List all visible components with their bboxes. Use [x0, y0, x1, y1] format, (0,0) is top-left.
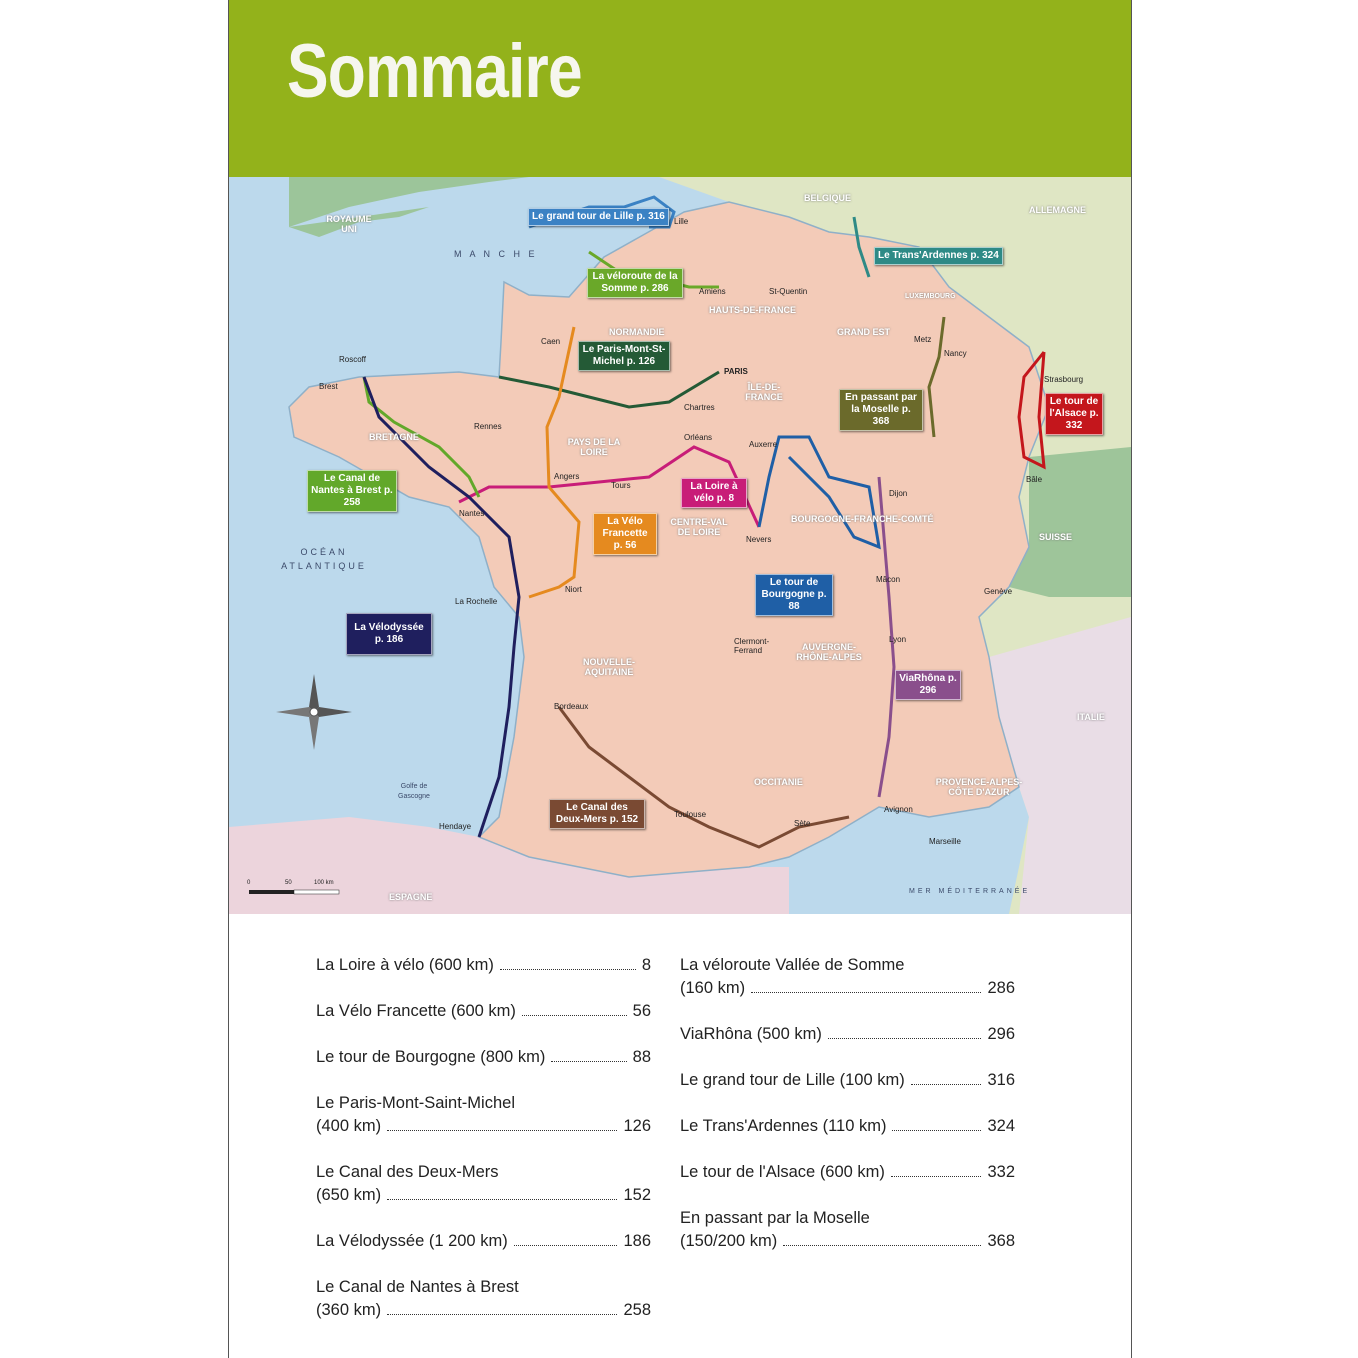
city-nevers: Nevers [746, 535, 772, 544]
city-lyon: Lyon [889, 635, 907, 644]
route-label-loire[interactable]: La Loire à vélo p. 8 [681, 478, 747, 508]
toc-entry-page: 258 [623, 1301, 651, 1319]
route-label-velodyssee[interactable]: La Vélodyssée p. 186 [346, 613, 432, 655]
toc-entry-title-cont: (360 km) [316, 1301, 382, 1319]
city-orleans: Orléans [684, 433, 713, 442]
city-roscoff: Roscoff [339, 355, 366, 364]
toc-entry-page: 8 [641, 956, 651, 974]
city-stquentin: St-Quentin [769, 287, 808, 296]
city-geneve: Genève [984, 587, 1013, 596]
sea-label-med: MER MÉDITERRANÉE [909, 888, 1031, 895]
toc-entry-title-cont: (150/200 km) [680, 1232, 778, 1250]
toc-leader-dots [387, 1184, 617, 1200]
toc-entry-title: Le grand tour de Lille (100 km) [680, 1071, 905, 1089]
toc-leader-dots [500, 954, 636, 970]
region-pdl: PAYS DE LA LOIRE [567, 437, 621, 457]
country-lu: LUXEMBOURG [905, 293, 956, 300]
toc-leader-dots [891, 1161, 982, 1177]
toc-leader-dots [551, 1046, 626, 1062]
region-hdf: HAUTS-DE-FRANCE [709, 305, 796, 315]
city-dijon: Dijon [889, 489, 908, 498]
toc-entry-page: 316 [987, 1071, 1015, 1089]
city-paris: PARIS [724, 367, 748, 376]
toc-entry-title: ViaRhôna (500 km) [680, 1025, 822, 1043]
scale-100: 100 km [314, 880, 334, 886]
toc-entry-page: 152 [623, 1186, 651, 1204]
city-clermont: Clermont-Ferrand [734, 637, 770, 655]
toc-entry-page: 56 [632, 1002, 651, 1020]
toc-entry-title: Le Paris-Mont-Saint-Michel [316, 1094, 515, 1112]
route-label-trans-ardennes[interactable]: Le Trans'Ardennes p. 324 [874, 247, 1003, 265]
route-label-somme[interactable]: La véloroute de la Somme p. 286 [587, 268, 683, 298]
toc-entry-title: Le Canal de Nantes à Brest [316, 1278, 519, 1296]
region-bret: BRETAGNE [369, 432, 419, 442]
region-ge: GRAND EST [837, 327, 891, 337]
city-chartres: Chartres [684, 403, 715, 412]
city-hendaye: Hendaye [439, 822, 472, 831]
country-uk: ROYAUME UNI [326, 214, 372, 234]
toc-entry-page: 296 [987, 1025, 1015, 1043]
scale-bar [249, 890, 339, 894]
city-bordeaux: Bordeaux [554, 702, 589, 711]
france-route-map [229, 177, 1131, 914]
toc-entry-title: En passant par la Moselle [680, 1209, 870, 1227]
toc-entry[interactable] [680, 954, 1015, 1000]
region-norm: NORMANDIE [609, 327, 665, 337]
toc-left-column [316, 954, 651, 1345]
toc-leader-dots [751, 977, 981, 993]
toc-entry[interactable] [316, 954, 651, 977]
toc-entry[interactable] [316, 1276, 651, 1322]
toc-entry-page: 186 [623, 1232, 651, 1250]
toc-entry[interactable] [316, 1046, 651, 1069]
city-tours: Tours [611, 481, 631, 490]
city-nantes: Nantes [459, 509, 485, 518]
city-sete: Sète [794, 819, 811, 828]
route-label-deux-mers[interactable]: Le Canal des Deux-Mers p. 152 [549, 799, 645, 829]
toc-entry-page: 126 [623, 1117, 651, 1135]
toc-entry[interactable] [316, 1161, 651, 1207]
toc-entry[interactable] [316, 1000, 651, 1023]
city-nancy: Nancy [944, 349, 967, 358]
route-label-lille[interactable]: Le grand tour de Lille p. 316 [528, 208, 669, 226]
toc-leader-dots [387, 1299, 617, 1315]
toc-entry[interactable] [680, 1207, 1015, 1253]
city-angers: Angers [554, 472, 580, 481]
route-label-bourgogne[interactable]: Le tour de Bourgogne p. 88 [755, 574, 833, 616]
city-larochelle: La Rochelle [455, 597, 498, 606]
toc-entry-title-cont: (400 km) [316, 1117, 382, 1135]
toc-entry-title-cont: (650 km) [316, 1186, 382, 1204]
region-ara: AUVERGNE-RHÔNE-ALPES [796, 642, 862, 662]
toc-entry-page: 286 [987, 979, 1015, 997]
toc-entry-title: Le tour de Bourgogne (800 km) [316, 1048, 546, 1066]
city-caen: Caen [541, 337, 561, 346]
route-label-viarhona[interactable]: ViaRhôna p. 296 [895, 670, 961, 700]
route-label-nantes-brest[interactable]: Le Canal de Nantes à Brest p. 258 [307, 470, 397, 512]
toc-entry-title: La Loire à vélo (600 km) [316, 956, 494, 974]
country-it: ITALIE [1077, 712, 1105, 722]
toc-entry[interactable] [680, 1069, 1015, 1092]
route-label-alsace[interactable]: Le tour de l'Alsace p. 332 [1045, 393, 1103, 435]
city-brest: Brest [319, 382, 338, 391]
toc-entry-page: 332 [987, 1163, 1015, 1181]
toc-right-column [680, 954, 1015, 1276]
page [228, 0, 1132, 1358]
city-rennes: Rennes [474, 422, 502, 431]
toc-leader-dots [387, 1115, 617, 1131]
toc-entry-title: Le Trans'Ardennes (110 km) [680, 1117, 887, 1135]
city-macon: Mâcon [876, 575, 901, 584]
toc-entry-page: 88 [632, 1048, 651, 1066]
region-cvl: CENTRE-VAL DE LOIRE [670, 517, 728, 537]
toc-entry-title: Le Canal des Deux-Mers [316, 1163, 499, 1181]
scale-0: 0 [247, 880, 251, 886]
city-amiens: Amiens [699, 287, 726, 296]
region-paca: PROVENCE-ALPES-CÔTE D'AZUR [935, 777, 1023, 797]
toc-entry[interactable] [680, 1023, 1015, 1046]
toc-entry-title: La Vélodyssée (1 200 km) [316, 1232, 508, 1250]
toc-leader-dots [514, 1230, 618, 1246]
city-avignon: Avignon [884, 805, 913, 814]
city-marseille: Marseille [929, 837, 962, 846]
route-label-moselle[interactable]: En passant par la Moselle p. 368 [839, 389, 923, 431]
toc-leader-dots [911, 1069, 982, 1085]
city-strasbourg: Strasbourg [1044, 375, 1084, 384]
toc-entry-title: Le tour de l'Alsace (600 km) [680, 1163, 885, 1181]
header-banner [229, 0, 1131, 177]
region-na: NOUVELLE-AQUITAINE [582, 657, 635, 677]
region-idf: ÎLE-DE-FRANCE [745, 382, 783, 402]
route-label-paris-msm[interactable]: Le Paris-Mont-St-Michel p. 126 [578, 341, 670, 371]
country-de: ALLEMAGNE [1029, 205, 1086, 215]
city-auxerre: Auxerre [749, 440, 778, 449]
toc-entry-page: 368 [987, 1232, 1015, 1250]
country-es: ESPAGNE [389, 892, 433, 902]
toc-entry-title: La véloroute Vallée de Somme [680, 956, 905, 974]
toc-entry-title-cont: (160 km) [680, 979, 746, 997]
toc-entry-title: La Vélo Francette (600 km) [316, 1002, 516, 1020]
country-be: BELGIQUE [804, 193, 852, 203]
toc-entry[interactable] [316, 1230, 651, 1253]
region-occ: OCCITANIE [754, 777, 803, 787]
route-label-velo-francette[interactable]: La Vélo Francette p. 56 [593, 513, 657, 555]
city-metz: Metz [914, 335, 932, 344]
sea-label-manche: M A N C H E [454, 249, 538, 259]
toc-leader-dots [783, 1230, 981, 1246]
toc-entry-page: 324 [987, 1117, 1015, 1135]
country-ch: SUISSE [1039, 532, 1073, 542]
region-bfc: BOURGOGNE-FRANCHE-COMTÉ [791, 514, 934, 524]
page-title: Sommaire [287, 29, 582, 114]
toc-leader-dots [522, 1000, 627, 1016]
city-toulouse: Toulouse [674, 810, 707, 819]
toc-leader-dots [892, 1115, 981, 1131]
sea-label-golfe: Golfe de Gascogne [398, 783, 430, 800]
scale-50: 50 [285, 880, 292, 886]
sea-label-ocean: OCÉAN ATLANTIQUE [281, 547, 367, 571]
toc-entry[interactable] [316, 1092, 651, 1138]
toc-entry[interactable] [680, 1115, 1015, 1138]
toc-entry[interactable] [680, 1161, 1015, 1184]
city-niort: Niort [565, 585, 582, 594]
city-lille: Lille [674, 217, 689, 226]
city-bale: Bâle [1026, 475, 1043, 484]
toc-leader-dots [828, 1023, 982, 1039]
